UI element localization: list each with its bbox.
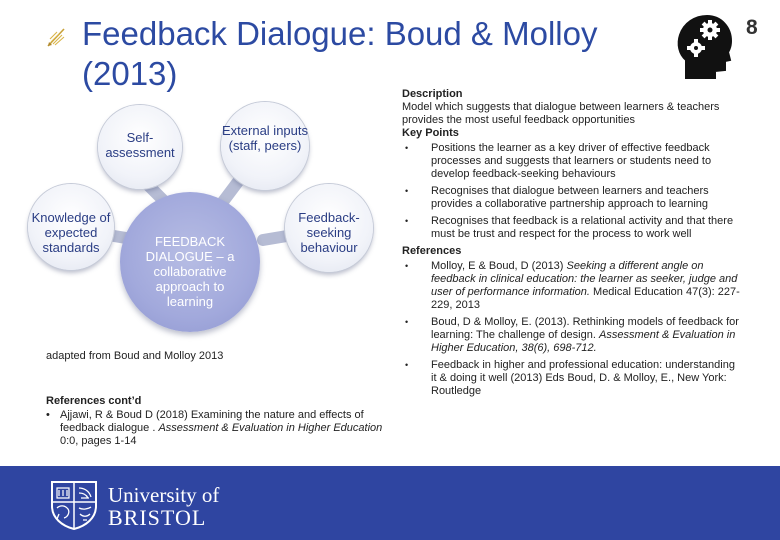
- feedback-dialogue-diagram: [28, 100, 398, 340]
- feather-pen-icon: [46, 26, 68, 48]
- references-contd-list: [46, 409, 386, 448]
- references-list: [402, 260, 742, 398]
- slide-number: 8: [746, 16, 758, 39]
- references-contd-heading: References cont’d: [46, 395, 142, 407]
- reference-item: Ajjawi, R & Boud D (2018) Examining the nature and effects of feedback dialogue . Assessment & Evaluation in Higher Education 0:0, pages 1-14: [60, 409, 383, 447]
- reference-item: • Boud, D & Molloy, E. (2013). Rethinking models of feedback for learning: The challenge of design. Assessment & Evaluation in Higher Education, 38(6), 698-712.: [405, 316, 739, 354]
- reference-item: • Feedback in higher and professional education: understanding it & doing it well (2013) Eds Boud, D. & Molloy, E., New York: Routledge: [405, 359, 735, 397]
- head-gears-icon: [676, 14, 732, 80]
- diagram-caption: adapted from Boud and Molloy 2013: [46, 350, 224, 362]
- references-heading: References: [402, 245, 462, 257]
- list-bullet: •: [46, 409, 50, 421]
- diagram-node-knowledge: Knowledge of expected standards: [28, 184, 114, 270]
- diagram-node-external-inputs: External inputs (staff, peers): [221, 102, 309, 190]
- key-points-heading: Key Points: [402, 127, 459, 139]
- list-item: • Recognises that dialogue between learners and teachers provides a collaborative partnership approach to learning: [405, 185, 709, 210]
- diagram-node-self-assessment: Self-assessment: [98, 105, 182, 189]
- diagram-node-central: FEEDBACK DIALOGUE – a collaborative approach to learning: [120, 192, 260, 332]
- reference-item: • Molloy, E & Boud, D (2013) Seeking a different angle on feedback in clinical education: the learner as seeker, judge and user of performance information. Medical Education 47(3): 227-229, 2013: [405, 260, 740, 311]
- slide-title: Feedback Dialogue: Boud & Molloy (2013): [82, 15, 598, 92]
- diagram-node-feedback-seeking: Feedback-seeking behaviour: [285, 184, 373, 272]
- description-heading: Description: [402, 88, 463, 100]
- description-text: Model which suggests that dialogue between learners & teachers provides the most useful feedback opportunities: [402, 101, 720, 126]
- list-item: • Recognises that feedback is a relational activity and that there must be trust and respect for the process to work well: [405, 215, 734, 240]
- university-crest-icon: [48, 478, 100, 530]
- list-item: • Positions the learner as a key driver of effective feedback processes and suggests that learners or students need to develop feedback-seeking behaviours: [405, 142, 712, 180]
- right-text-column: [402, 88, 742, 402]
- logo-text-line2: BRISTOL: [108, 505, 207, 530]
- key-points-list: [402, 142, 742, 241]
- logo-text-line1: University of: [108, 483, 220, 507]
